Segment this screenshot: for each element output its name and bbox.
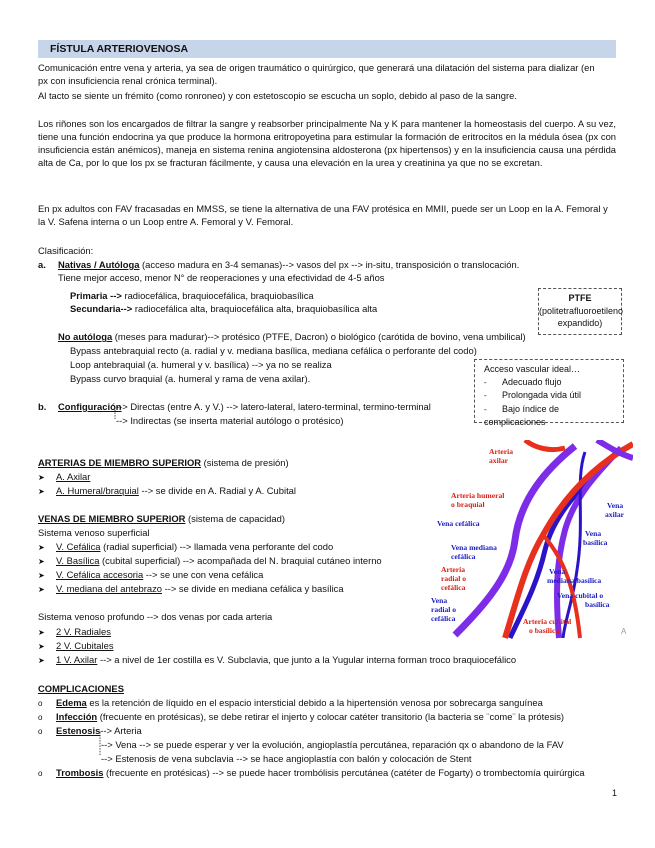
ptfe-box [538, 288, 622, 335]
complicaciones-heading: COMPLICACIONES [38, 683, 124, 694]
marker-b: b. [38, 401, 47, 412]
vena-item: ➤ V. Cefálica (radial superficial) --> llamada vena perforante del codo [38, 541, 333, 555]
acceso-item: - Bajo índice de complicaciones [484, 403, 560, 428]
svg-text:Vena: Vena [431, 596, 448, 605]
figure-label-vena-axilar [605, 501, 625, 519]
arm-vessels-figure [425, 440, 633, 640]
circle-bullet-icon: o [38, 769, 43, 778]
venas-heading [38, 513, 285, 526]
acceso-title: Acceso vascular ideal… [484, 364, 581, 374]
complicacion-trombosis: o Trombosis (frecuente en protésicas) --> se puede hacer trombólisis percutánea (catéter de Fogarty) o trombectomía quirúrgica [38, 767, 585, 781]
nativas-sub: Tiene mejor acceso, menor N° de reoperaciones y una efectividad de 4-5 años [58, 272, 385, 283]
acceso-vascular-box [474, 359, 624, 428]
svg-text:axilar: axilar [489, 456, 508, 465]
circle-bullet-icon: o [38, 727, 43, 736]
svg-text:mediana basílica: mediana basílica [547, 576, 602, 585]
vena-item: ➤ 2 V. Radiales [38, 626, 111, 640]
svg-text:o basílica: o basílica [529, 626, 560, 635]
marker-a: a. [38, 259, 46, 270]
bypass-1: Bypass antebraquial recto (a. radial y v. mediana basílica, mediana cefálica o perforante del codo) [70, 345, 477, 356]
vena-item: ➤ 1 V. Axilar --> a nivel de 1er costilla es V. Subclavia, que junto a la Yugular interna forman troco braquiocefálico [38, 654, 516, 668]
complicacion-infeccion: o Infección (frecuente en protésicas), se debe retirar el injerto y colocar catéter transitorio (la bacteria se ¨come¨ la prótesis) [38, 711, 564, 725]
arterias-heading-label: ARTERIAS DE MIEMBRO SUPERIOR [38, 457, 202, 468]
no-autologa-text: (meses para madurar)--> protésico (PTFE, Dacron) o biológico (carótida de bovino, vena umbilical) [112, 331, 526, 342]
configuracion-label: Configuración [58, 401, 122, 412]
vena-item: ➤ V. mediana del antebrazo --> se divide en mediana cefálica y basílica [38, 583, 344, 597]
page-title: FÍSTULA ARTERIOVENOSA [38, 40, 616, 58]
ptfe-title: PTFE [568, 293, 592, 303]
venas-superficial: Sistema venoso superficial [38, 527, 150, 538]
intro-line-1: Comunicación entre vena y arteria, ya sea de origen traumático o quirúrgico, que generará una dilatación del sistema para dializar (en [38, 62, 595, 73]
circle-bullet-icon: o [38, 699, 43, 708]
arterias-heading-rest: (sistema de presión) [201, 457, 289, 468]
acceso-item: - Adecuado flujo [484, 376, 562, 387]
arrow-bullet-icon: ➤ [38, 543, 45, 552]
figure-label-arteria-radial [441, 565, 466, 592]
svg-text:Vena cefálica: Vena cefálica [437, 519, 480, 528]
ptfe-line-2: expandido) [557, 318, 603, 328]
no-autologa-line [58, 331, 526, 344]
estenosis-vena: --> Vena --> se puede esperar y ver la evolución, angioplastía percutánea, reparación qx o abandono de la FAV [101, 739, 564, 750]
intro-paragraph-kidneys: Los riñones son los encargados de filtrar la sangre y reabsorber principalmente Na y K para mantener la homeostasis del cuerpo. A su vez, tiene una función endocrina ya que produce la hormona eritropoyetina para estimular la formación de eritrocitos en la médula ósea (px con insuficiencia están anémicos), maneja en sistema renina angiotensina aldosterona (px hipertensos) y en la insuficiencia causa una pérdida alta de Ca, por lo que los px se fracturan fácilmente, y causa una elevación en la urea y creatinina ya que no se excretan. [38, 118, 616, 168]
bypass-2: Loop antebraquial (a. humeral y v. basílica) --> ya no se realiza [70, 359, 332, 370]
secundaria-line [70, 303, 377, 316]
vena-item: ➤ 2 V. Cubitales [38, 640, 114, 654]
acceso-item: - Prolongada vida útil [484, 390, 582, 401]
arteria-item: ➤ A. Axilar [38, 471, 90, 485]
secundaria-text: radiocefálica alta, braquiocefálica alta, braquiobasílica alta [132, 303, 378, 314]
vena-item: ➤ V. Basílica (cubital superficial) --> acompañada del N. braquial cutáneo interno [38, 555, 382, 569]
svg-text:Vena: Vena [607, 501, 624, 510]
figure-label-vena-cefalica [437, 519, 480, 528]
figure-corner-letter: A [621, 627, 627, 636]
arrow-bullet-icon: ➤ [38, 487, 45, 496]
configuracion-indirectas: --> Indirectas (se inserta material autólogo o protésico) [116, 415, 344, 426]
svg-text:radial o: radial o [441, 574, 467, 583]
svg-text:cefálica: cefálica [431, 614, 456, 623]
page-number: 1 [611, 788, 617, 798]
svg-text:radial o: radial o [431, 605, 457, 614]
svg-text:Arteria cubital: Arteria cubital [523, 617, 572, 626]
venas-heading-label: VENAS DE MIEMBRO SUPERIOR [38, 513, 186, 524]
clasificacion-a [38, 259, 519, 272]
arterias-heading [38, 457, 289, 470]
nativas-label: Nativas / Autóloga [58, 259, 140, 270]
arrow-bullet-icon: ➤ [38, 557, 45, 566]
bracket-connector [113, 405, 119, 421]
nativas-text: (acceso madura en 3-4 semanas)--> vasos del px --> in-situ, transposición o translocación. [139, 259, 520, 270]
vena-item: ➤ V. Cefálica accesoria --> se une con vena cefálica [38, 569, 263, 583]
svg-text:cefálica: cefálica [451, 552, 476, 561]
circle-bullet-icon: o [38, 713, 43, 722]
intro-line-2: px con insuficiencia renal crónica terminal). [38, 75, 218, 86]
arrow-bullet-icon: ➤ [38, 473, 45, 482]
estenosis-subclavia: --> Estenosis de vena subclavia --> se hace angioplastía con balón y colocación de Stent [101, 753, 472, 764]
arrow-bullet-icon: ➤ [38, 642, 45, 651]
svg-text:Arteria humeral: Arteria humeral [451, 491, 505, 500]
estenosis-bracket [98, 732, 104, 758]
venas-profundo: Sistema venoso profundo --> dos venas por cada arteria [38, 611, 273, 622]
arrow-bullet-icon: ➤ [38, 628, 45, 637]
svg-text:axilar: axilar [605, 510, 624, 519]
complicacion-estenosis: o Estenosis--> Arteria [38, 725, 142, 739]
configuracion-directas: --> Directas (entre A. y V.) --> latero-lateral, latero-terminal, termino-terminal [116, 401, 431, 412]
svg-text:Vena: Vena [585, 529, 602, 538]
clasificacion-heading: Clasificación: [38, 245, 94, 256]
arrow-bullet-icon: ➤ [38, 656, 45, 665]
svg-text:o braquial: o braquial [451, 500, 485, 509]
svg-text:basílica: basílica [583, 538, 608, 547]
svg-text:Arteria: Arteria [489, 447, 514, 456]
ptfe-line-1: (politetrafluoroetileno [539, 305, 624, 316]
complicacion-edema: o Edema es la retención de líquido en el espacio intersticial debido a la hipertensión venosa por sobrecarga sanguínea [38, 697, 543, 711]
secundaria-label: Secundaria--> [70, 303, 133, 314]
arrow-bullet-icon: ➤ [38, 571, 45, 580]
arteria-item: ➤ A. Humeral/braquial --> se divide en A. Radial y A. Cubital [38, 485, 296, 499]
svg-text:Vena cubital o: Vena cubital o [557, 591, 604, 600]
svg-text:Vena mediana: Vena mediana [451, 543, 497, 552]
intro-line-3: Al tacto se siente un frémito (como ronroneo) y con estetoscopio se escucha un soplo, debido al paso de la sangre. [38, 90, 517, 101]
primaria-text: radiocefálica, braquiocefálica, braquiobasílica [121, 290, 314, 301]
bypass-3: Bypass curvo braquial (a. humeral y rama de vena axilar). [70, 373, 311, 384]
arrow-bullet-icon: ➤ [38, 585, 45, 594]
svg-text:Vena: Vena [549, 567, 566, 576]
svg-text:cefálica: cefálica [441, 583, 466, 592]
primaria-label: Primaria --> [70, 290, 122, 301]
intro-line-fav-1: En px adultos con FAV fracasadas en MMSS, se tiene la alternativa de una FAV protésica en MMII, puede ser un Loop en la A. Femoral y [38, 203, 608, 214]
primaria-line [70, 290, 314, 303]
clasificacion-b [38, 401, 122, 414]
intro-line-fav-2: la V. Safena interna o un Loop entre A. Femoral y V. Femoral. [38, 216, 294, 227]
venas-heading-rest: (sistema de capacidad) [185, 513, 285, 524]
svg-text:Arteria: Arteria [441, 565, 466, 574]
svg-text:basílica: basílica [585, 600, 610, 609]
no-autologa-label: No autóloga [58, 331, 113, 342]
